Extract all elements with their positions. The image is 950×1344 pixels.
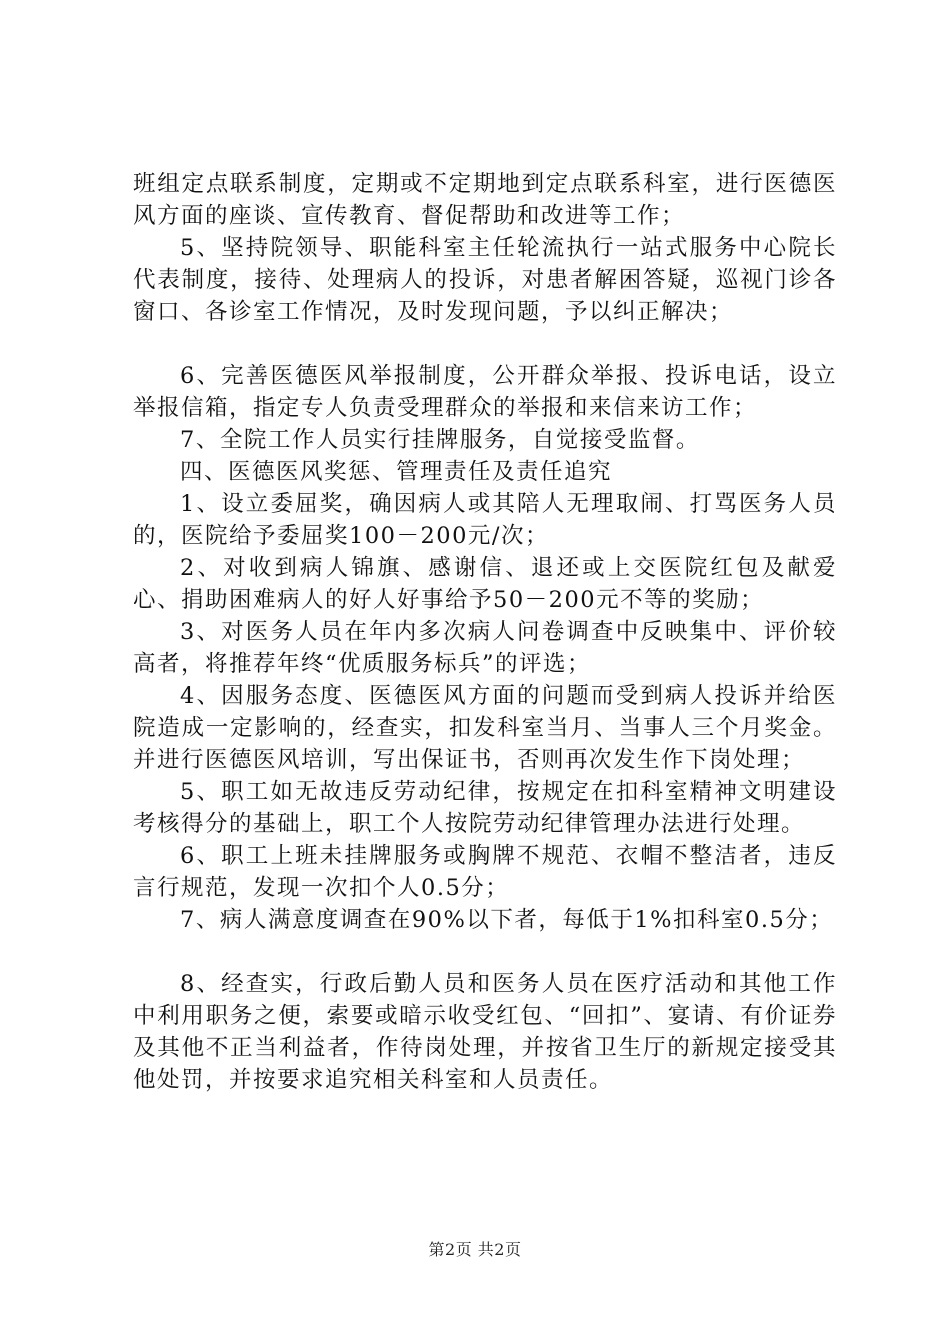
paragraph-gap [133, 328, 837, 360]
page-number-footer: 第2页 共2页 [428, 1240, 522, 1259]
paragraph-item-7-badge: 7、全院工作人员实行挂牌服务，自觉接受监督。 [180, 427, 700, 453]
document-body [133, 168, 837, 1096]
paragraph-reward-1: 1、设立委屈奖，确因病人或其陪人无理取闹、打骂医务人员的，医院给予委屈奖100－200元/次； [133, 491, 837, 549]
paragraph-penalty-8: 8、经查实，行政后勤人员和医务人员在医疗活动和其他工作中利用职务之便，索要或暗示收受红包、“回扣”、宴请、有价证券及其他不正当利益者，作待岗处理，并按省卫生厅的新规定接受其他处罚，并按要求追究相关科室和人员责任。 [133, 971, 837, 1093]
paragraph-continuation: 班组定点联系制度，定期或不定期地到定点联系科室，进行医德医风方面的座谈、宣传教育、督促帮助和改进等工作； [133, 171, 837, 229]
paragraph-penalty-6: 6、职工上班未挂牌服务或胸牌不规范、衣帽不整洁者，违反言行规范，发现一次扣个人0.5分； [133, 843, 837, 901]
paragraph-item-6-report: 6、完善医德医风举报制度，公开群众举报、投诉电话，设立举报信箱，指定专人负责受理群众的举报和来信来访工作； [133, 363, 837, 421]
paragraph-penalty-5: 5、职工如无故违反劳动纪律，按规定在扣科室精神文明建设考核得分的基础上，职工个人按院劳动纪律管理办法进行处理。 [133, 779, 837, 837]
section-heading-4: 四、医德医风奖惩、管理责任及责任追究 [180, 459, 613, 485]
paragraph-item-5-duty: 5、坚持院领导、职能科室主任轮流执行一站式服务中心院长代表制度，接待、处理病人的投诉，对患者解困答疑，巡视门诊各窗口、各诊室工作情况，及时发现问题，予以纠正解决； [133, 235, 837, 325]
paragraph-gap [133, 936, 837, 968]
paragraph-reward-3: 3、对医务人员在年内多次病人问卷调查中反映集中、评价较高者，将推荐年终“优质服务标兵”的评选； [133, 619, 837, 677]
paragraph-penalty-4: 4、因服务态度、医德医风方面的问题而受到病人投诉并给医院造成一定影响的，经查实，扣发科室当月、当事人三个月奖金。并进行医德医风培训，写出保证书，否则再次发生作下岗处理； [133, 683, 837, 773]
paragraph-penalty-7: 7、病人满意度调查在90%以下者，每低于1%扣科室0.5分； [180, 907, 834, 933]
paragraph-reward-2: 2、对收到病人锦旗、感谢信、退还或上交医院红包及献爱心、捐助困难病人的好人好事给予50－200元不等的奖励； [133, 555, 837, 613]
